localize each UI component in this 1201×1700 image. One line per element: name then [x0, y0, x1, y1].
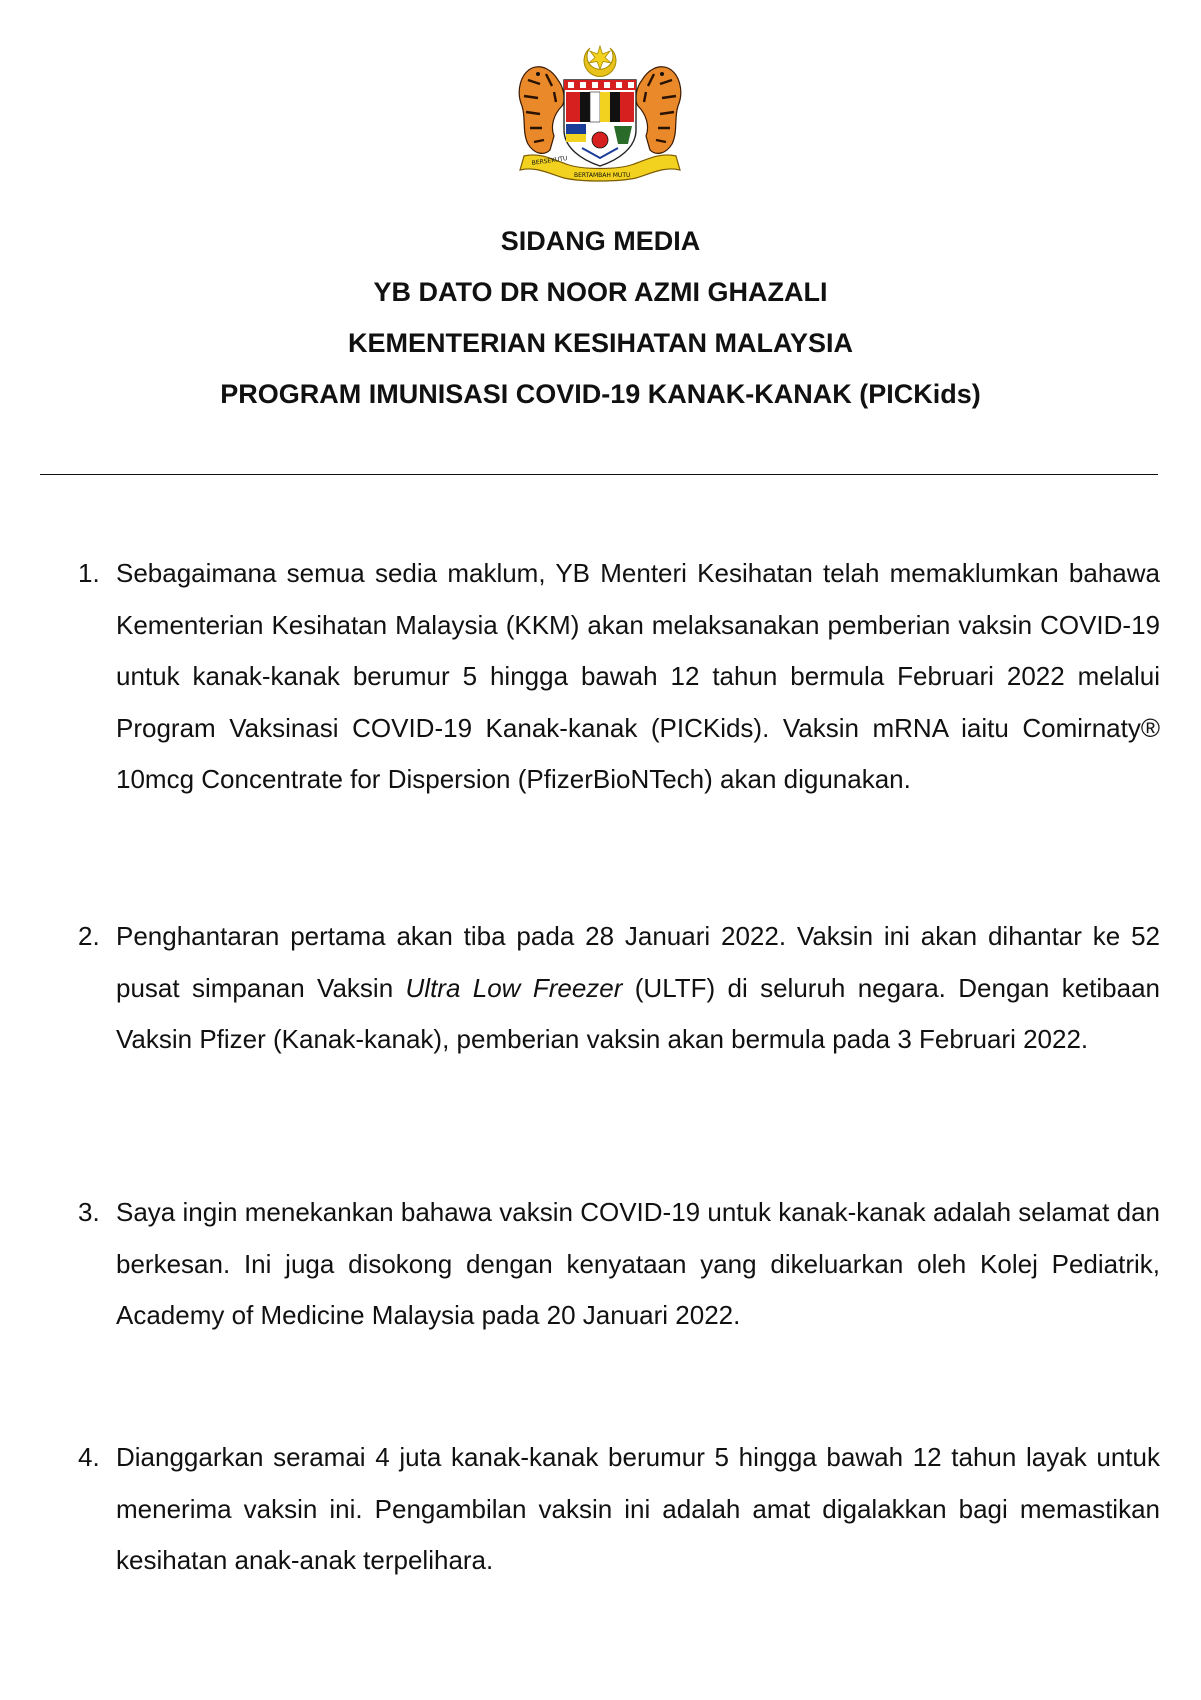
paragraph-number: 4. — [78, 1442, 100, 1472]
paragraph-text-part: (ULTF) di seluruh negara. Dengan ketibaan Vaksin Pfizer (Kanak-kanak), pemberian vaksin akan bermula pada 3 Februari 2022. — [116, 972, 1160, 1054]
document-header — [0, 228, 1201, 432]
header-title: SIDANG MEDIA — [500, 226, 701, 256]
right-tiger-icon — [636, 67, 681, 154]
paragraph-1 — [78, 548, 1160, 806]
paragraph-text: Sebagaimana semua sedia maklum, YB Menteri Kesihatan telah memaklumkan bahawa Kementerian Kesihatan Malaysia (KKM) akan melaksanakan pemberian vaksin COVID-19 untuk kanak-kanak berumur 5 hingga bawah 12 tahun bermula Februari 2022 melalui Program Vaksinasi COVID-19 Kanak-kanak (PICKids). Vaksin mRNA iaitu Comirnaty® 10mcg Concentrate for Dispersion (PfizerBioNTech) akan digunakan. — [116, 558, 1160, 794]
shield-icon — [564, 80, 636, 166]
paragraph-number: 1. — [78, 558, 100, 588]
header-program: PROGRAM IMUNISASI COVID-19 KANAK-KANAK (PICKids) — [220, 379, 981, 409]
header-divider — [40, 474, 1158, 475]
crescent-star-icon — [584, 46, 616, 76]
svg-text:BERSEKUTU: BERSEKUTU — [531, 155, 568, 167]
paragraph-text: Dianggarkan seramai 4 juta kanak-kanak berumur 5 hingga bawah 12 tahun layak untuk menerima vaksin ini. Pengambilan vaksin ini adalah amat digalakkan bagi memastikan kesihatan anak-anak terpelihara. — [116, 1442, 1160, 1575]
paragraph-3 — [78, 1187, 1160, 1342]
coat-of-arms-logo — [510, 40, 690, 190]
paragraph-number: 3. — [78, 1197, 100, 1227]
paragraph-text-italic: Ultra Low Freezer — [405, 972, 623, 1003]
svg-text:BERTAMBAH MUTU: BERTAMBAH MUTU — [574, 172, 631, 179]
paragraph-4 — [78, 1432, 1160, 1587]
left-tiger-icon — [519, 67, 564, 154]
paragraph-number: 2. — [78, 921, 100, 951]
header-speaker: YB DATO DR NOOR AZMI GHAZALI — [373, 277, 828, 307]
paragraph-text — [116, 911, 1160, 1066]
paragraph-text-part: Penghantaran pertama akan tiba pada 28 Januari 2022. Vaksin ini akan dihantar ke 52 pusat simpanan Vaksin — [116, 921, 1160, 1003]
paragraph-2 — [78, 911, 1160, 1066]
paragraph-text: Saya ingin menekankan bahawa vaksin COVID-19 untuk kanak-kanak adalah selamat dan berkesan. Ini juga disokong dengan kenyataan yang dikeluarkan oleh Kolej Pediatrik, Academy of Medicine Malaysia pada 20 Januari 2022. — [116, 1197, 1160, 1330]
header-ministry: KEMENTERIAN KESIHATAN MALAYSIA — [347, 328, 854, 358]
